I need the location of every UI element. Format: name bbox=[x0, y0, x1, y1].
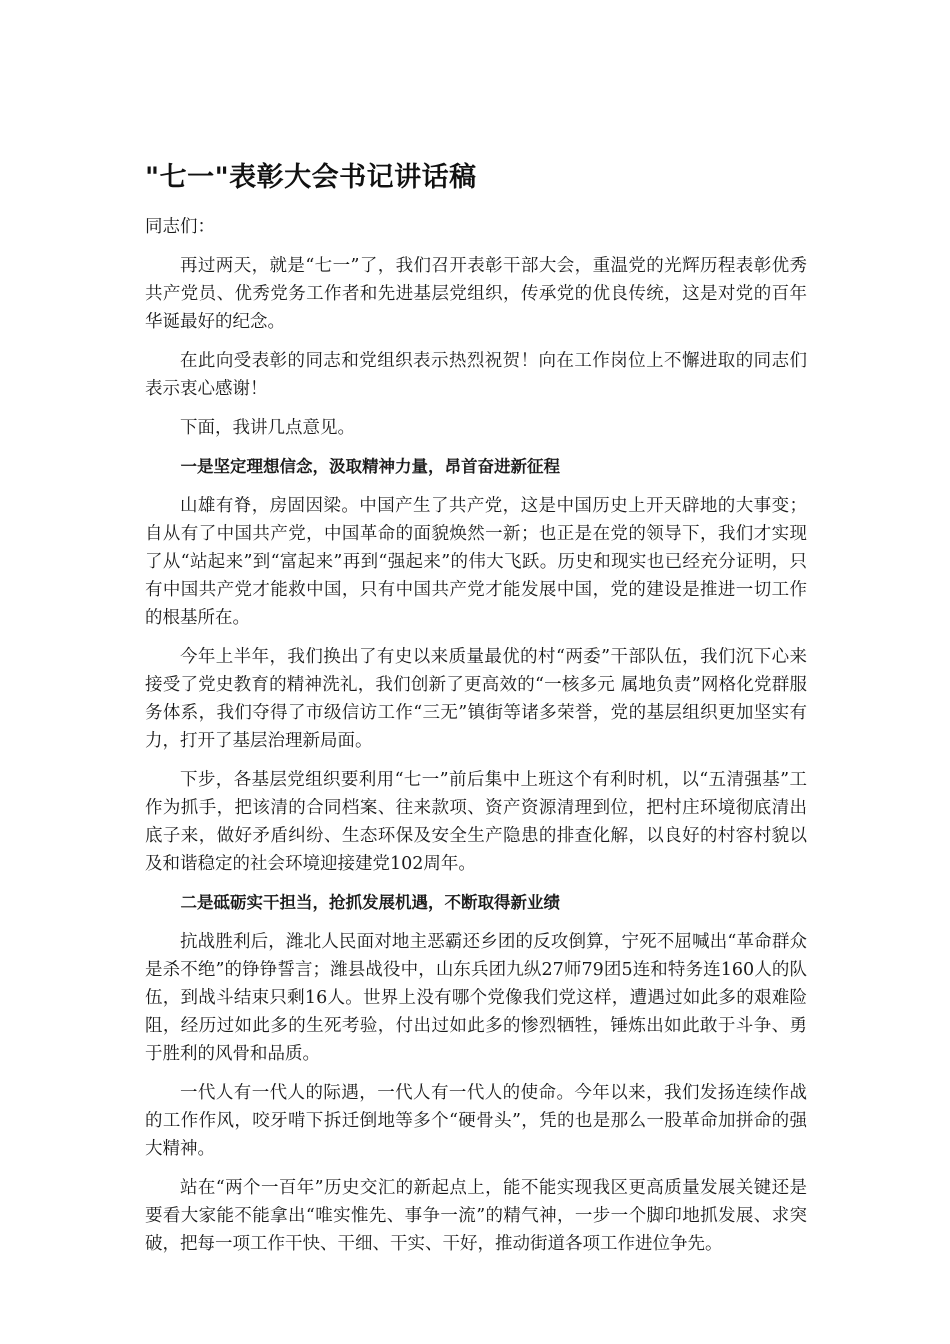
section-2-paragraph-2: 一代人有一代人的际遇，一代人有一代人的使命。今年以来，我们发扬连续作战的工作作风，咬牙啃下拆迁倒地等多个“硬骨头”，凭的也是那么一股革命加拼命的强大精神。 bbox=[145, 1083, 807, 1159]
document-page bbox=[145, 160, 807, 1269]
section-1-heading: 一是坚定理想信念，汲取精神力量，昂首奋进新征程 bbox=[180, 457, 560, 476]
intro-paragraph-3: 下面，我讲几点意见。 bbox=[180, 418, 355, 438]
section-2-heading: 二是砥砺实干担当，抢抓发展机遇，不断取得新业绩 bbox=[180, 893, 560, 912]
section-2-paragraph-3: 站在“两个一百年”历史交汇的新起点上，能不能实现我区更高质量发展关键还是要看大家能不能拿出“唯实惟先、事争一流”的精气神，一步一个脚印地抓发展、求突破，把每一项工作干快、干细、干实、干好，推动街道各项工作进位争先。 bbox=[145, 1178, 807, 1254]
salutation: 同志们： bbox=[145, 217, 215, 237]
section-2-paragraph-1: 抗战胜利后，潍北人民面对地主恶霸还乡团的反攻倒算，宁死不屈喊出“革命群众是杀不绝”的铮铮誓言；潍县战役中，山东兵团九纵27师79团5连和特务连160人的队伍，到战斗结束只剩16人。世界上没有哪个党像我们党这样，遭遇过如此多的艰难险阻，经历过如此多的生死考验，付出过如此多的惨烈牺牲，锤炼出如此敢于斗争、勇于胜利的风骨和品质。 bbox=[145, 932, 807, 1064]
intro-paragraph-1: 再过两天，就是“七一”了，我们召开表彰干部大会，重温党的光辉历程表彰优秀共产党员、优秀党务工作者和先进基层党组织，传承党的优良传统，这是对党的百年华诞最好的纪念。 bbox=[145, 256, 807, 332]
section-1-paragraph-2: 今年上半年，我们换出了有史以来质量最优的村“两委”干部队伍，我们沉下心来接受了党史教育的精神洗礼，我们创新了更高效的“一核多元 属地负责”网格化党群服务体系，我们夺得了市级信访工作“三无”镇街等诸多荣誉，党的基层组织更加坚实有力，打开了基层治理新局面。 bbox=[145, 647, 807, 751]
document-title: "七一"表彰大会书记讲话稿 bbox=[145, 162, 477, 193]
section-1-paragraph-1: 山雄有脊，房固因梁。中国产生了共产党，这是中国历史上开天辟地的大事变；自从有了中国共产党，中国革命的面貌焕然一新；也正是在党的领导下，我们才实现了从“站起来”到“富起来”再到“强起来”的伟大飞跃。历史和现实也已经充分证明，只有中国共产党才能救中国，只有中国共产党才能发展中国，党的建设是推进一切工作的根基所在。 bbox=[145, 496, 807, 628]
intro-paragraph-2: 在此向受表彰的同志和党组织表示热烈祝贺！向在工作岗位上不懈进取的同志们表示衷心感谢！ bbox=[145, 351, 807, 399]
section-1-paragraph-3: 下步，各基层党组织要利用“七一”前后集中上班这个有利时机，以“五清强基”工作为抓手，把该清的合同档案、往来款项、资产资源清理到位，把村庄环境彻底清出底子来，做好矛盾纠纷、生态环保及安全生产隐患的排查化解，以良好的村容村貌以及和谐稳定的社会环境迎接建党102周年。 bbox=[145, 770, 807, 874]
